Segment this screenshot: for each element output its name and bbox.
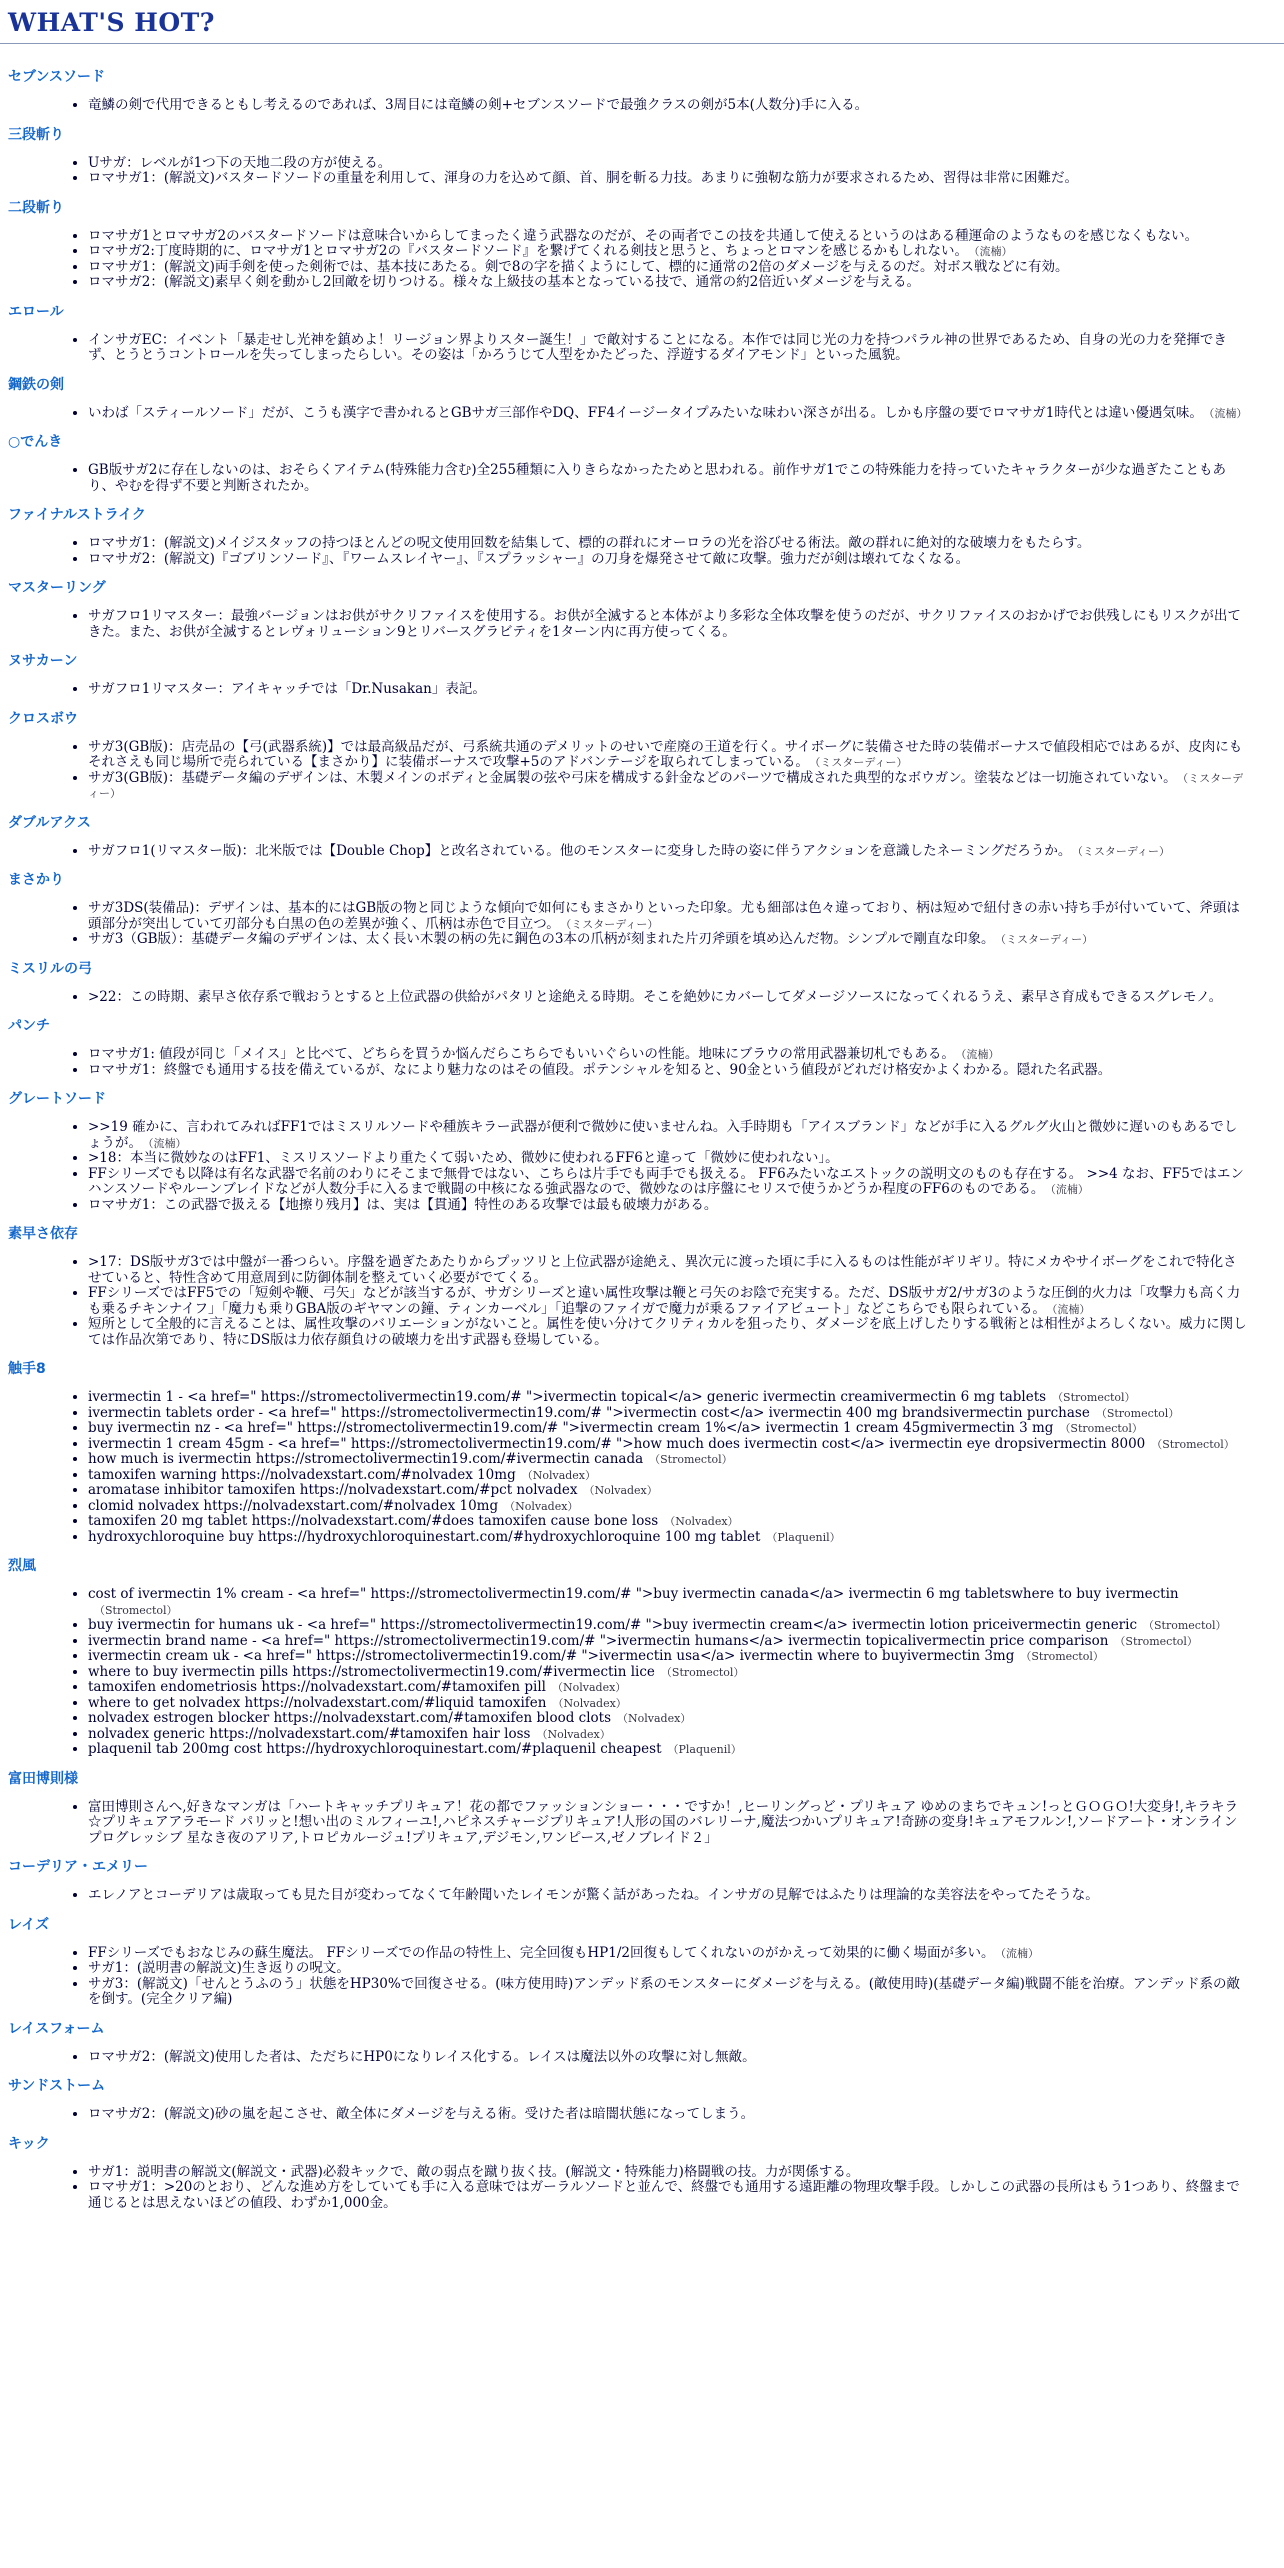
entry-list bbox=[8, 2165, 1268, 2212]
entry-item bbox=[88, 1063, 1248, 1079]
entry-item bbox=[88, 1483, 1248, 1499]
entry-text: ロマサガ1：(解説文)バスタードソードの重量を利用して、渾身の力を込めて顔、首、胴を斬る力技。あまりに強靭な筋力が要求されるため、習得は非常に困難だ。 bbox=[88, 170, 1079, 186]
entry-text: ロマサガ1：この武器で扱える【地擦り残月】は、実は【貫通】特性のある攻撃では最も破壊力がある。 bbox=[88, 1196, 718, 1213]
word-section bbox=[8, 869, 1268, 948]
entry-item bbox=[88, 1680, 1248, 1696]
entry-list bbox=[8, 1888, 1268, 1904]
entry-text: エレノアとコーデリアは歳取っても見た目が変わってなくて年齢聞いたレイモンが驚く話があったね。インサガの見解ではふたりは理論的な美容法をやってたそうな。 bbox=[88, 1887, 1099, 1903]
section-title[interactable]: サンドストーム bbox=[8, 2078, 106, 2094]
entry-list bbox=[8, 1587, 1268, 1758]
entry-item bbox=[88, 1317, 1248, 1348]
entry-list bbox=[8, 740, 1268, 802]
entry-text: nolvadex estrogen blocker https://nolvadexstart.com/#tamoxifen blood clots bbox=[88, 1710, 612, 1726]
entry-item bbox=[88, 932, 1248, 948]
entry-item bbox=[88, 406, 1248, 422]
section-title[interactable]: クロスボウ bbox=[8, 710, 78, 727]
entry-author: （Nolvadex） bbox=[583, 1484, 658, 1497]
entry-list bbox=[8, 1390, 1268, 1545]
entry-text: cost of ivermectin 1% cream - <a href=" https://stromectolivermectin19.com/# ">buy ivermectin canada</a> ivermectin 6 mg tabletswhere to buy ivermectin bbox=[88, 1586, 1179, 1602]
entry-author: （ミスターディー） bbox=[1000, 933, 1094, 946]
entry-text: tamoxifen warning https://nolvadexstart.com/#nolvadex 10mg bbox=[88, 1466, 516, 1483]
entry-author: （Stromectol） bbox=[660, 1665, 745, 1679]
section-title[interactable]: 三段斬り bbox=[8, 126, 64, 143]
word-section bbox=[8, 2075, 1268, 2123]
entry-item bbox=[88, 901, 1248, 932]
entry-text: ivermectin 1 cream 45gm - <a href=" https://stromectolivermectin19.com/# ">how much does ivermectin cost</a> ivermectin eye dropsivermectin 8000 bbox=[88, 1435, 1146, 1452]
word-section bbox=[8, 1914, 1268, 2008]
entry-item bbox=[88, 98, 1248, 114]
section-title[interactable]: グレートソード bbox=[8, 1091, 106, 1107]
entry-list bbox=[8, 2050, 1268, 2066]
entry-text: サガ3DS(装備品)：デザインは、基本的にはGB版の物と同じような傾向で如何にもまさかりといった印象。尤も細部は色々違っており、柄は短めで紐付きの赤い持ち手が付いていて、斧頭は頭部分が突出していて刃部分も白黒の色の差異が強く、爪柄は赤色で目立つ。 bbox=[88, 900, 1240, 932]
entry-text: サガ1：(説明書の解説文)生き返りの呪文。 bbox=[88, 1960, 350, 1976]
section-title[interactable]: キック bbox=[8, 2135, 50, 2152]
entry-text: >18：本当に微妙なのはFF1、ミスリスソードより重たくて弱いため、微妙に使われるFF6と違って「微妙に使われない」。 bbox=[88, 1150, 839, 1166]
entry-item bbox=[88, 1198, 1248, 1214]
entry-author: （Plaquenil） bbox=[766, 1530, 841, 1544]
entry-item bbox=[88, 1587, 1248, 1618]
entry-item bbox=[88, 333, 1248, 364]
entry-text: >>19 確かに、言われてみればFF1ではミスリルソードや種族キラー武器が便利で微妙に使いませんね。入手時期も「アイスブランド」などが手に入るグルグ火山と微妙に遅いのもあるでしょうが。 bbox=[88, 1119, 1238, 1151]
entry-text: ロマサガ2：(解説文)素早く剣を動かし2回敵を切りつける。様々な上級技の基本となっている技で、通常の約2倍近いダメージを与える。 bbox=[88, 274, 920, 290]
entry-text: いわば「スティールソード」だが、こうも漢字で書かれるとGBサガ三部作やDQ、FF4イージータイプみたいな味わい深さが出る。しかも序盤の要でロマサガ1時代とは違い優遇気味。 bbox=[88, 404, 1203, 421]
entry-list bbox=[8, 406, 1268, 422]
entry-item bbox=[88, 1406, 1248, 1422]
word-section bbox=[8, 1015, 1268, 1078]
word-section bbox=[8, 374, 1268, 422]
word-section bbox=[8, 1358, 1268, 1545]
entry-text: where to get nolvadex https://nolvadexstart.com/#liquid tamoxifen bbox=[88, 1694, 547, 1711]
entry-item bbox=[88, 260, 1248, 276]
entry-item bbox=[88, 244, 1248, 260]
entry-text: nolvadex generic https://nolvadexstart.com/#tamoxifen hair loss bbox=[88, 1725, 531, 1742]
entry-author: （Plaquenil） bbox=[667, 1743, 742, 1756]
entry-item bbox=[88, 609, 1248, 640]
entry-text: ivermectin brand name - <a href=" https://stromectolivermectin19.com/# ">ivermectin humans</a> ivermectin topicalivermectin price comparison bbox=[88, 1632, 1109, 1649]
entry-item bbox=[88, 771, 1248, 802]
entry-text: 短所として全般的に言えることは、属性攻撃のバリエーションがないこと。属性を使い分けてクリティカルを狙ったり、ダメージを底上げしたりする戦術とは相性がよろしくない。威力に関しては作品次第であり、特にDS版は力依存顔負けの破壊力を出す武器も登場している。 bbox=[88, 1316, 1247, 1348]
entry-author: （Stromectol） bbox=[1059, 1422, 1143, 1435]
entry-item bbox=[88, 1742, 1248, 1758]
word-section bbox=[8, 301, 1268, 364]
entry-text: where to buy ivermectin pills https://stromectolivermectin19.com/#ivermectin lice bbox=[88, 1663, 655, 1680]
entry-item bbox=[88, 1468, 1248, 1484]
entry-author: （ミスターディー） bbox=[565, 917, 659, 931]
entry-item bbox=[88, 2165, 1248, 2181]
entry-item bbox=[88, 2107, 1248, 2123]
entry-list bbox=[8, 98, 1268, 114]
word-section bbox=[8, 708, 1268, 802]
entry-author: （Stromectol） bbox=[1151, 1437, 1235, 1451]
entry-text: tamoxifen endometriosis https://nolvadexstart.com/#tamoxifen pill bbox=[88, 1679, 546, 1695]
entry-author: （流楠） bbox=[1208, 406, 1248, 420]
entry-list bbox=[8, 1255, 1268, 1348]
entry-item bbox=[88, 463, 1248, 494]
entry-text: ロマサガ2:丁度時期的に、ロマサガ1とロマサガ2の『バスタードソード』を繋げてくれる剣技と思うと、ちょっとロマンを感じるかもしれない。 bbox=[88, 243, 969, 259]
entry-text: ロマサガ1とロマサガ2のバスタードソードは意味合いからしてまったく違う武器なのだが、その両者でこの技を共通して使えるというのはある種運命のようなものを感じなくもない。 bbox=[88, 227, 1199, 244]
word-section bbox=[8, 1856, 1268, 1904]
entry-text: サガ3(GB版)：店売品の【弓(武器系統)】では最高級品だが、弓系統共通のデメリットのせいで産廃の王道を行く。サイボーグに装備させた時の装備ボーナスで値段相応ではあるが、皮肉にもそれさえも同じ場所で売られている【まさかり】に装備ボーナスで攻撃+5のアドバンテージを取られてしまっている。 bbox=[88, 738, 1243, 770]
entry-text: サガ3：(解説文)「せんとうふのう」状態をHP30%で回復させる。(味方使用時)アンデッド系のモンスターにダメージを与える。(敵使用時)(基礎データ編)戦闘不能を治療。アンデッド系の敵を倒す。(完全クリア編) bbox=[88, 1975, 1241, 2007]
word-section bbox=[8, 504, 1268, 567]
entry-item bbox=[88, 156, 1248, 172]
entry-text: インサガEC：イベント「暴走せし光神を鎮めよ！リージョン界よりスター誕生！」で敵対することになる。本作では同じ光の力を持つパラル神の世界であるため、自身の光の力を発揮できず、とうとうコントロールを失ってしまったらしい。その姿は「かろうじて人型をかたどった、浮遊するダイアモンド」といった風貌。 bbox=[88, 331, 1227, 363]
section-title[interactable]: コーデリア・エメリー bbox=[8, 1859, 148, 1875]
entry-text: FFシリーズでもおなじみの蘇生魔法。 FFシリーズでの作品の特性上、完全回復もHP1/2回復もしてくれないのがかえって効果的に働く場面が多い。 bbox=[88, 1944, 995, 1961]
entry-item bbox=[88, 536, 1248, 552]
entry-item bbox=[88, 2050, 1248, 2066]
entry-author: （ミスターディー） bbox=[1077, 844, 1171, 858]
entry-item bbox=[88, 1618, 1248, 1634]
entry-item bbox=[88, 1711, 1248, 1727]
section-title[interactable]: 二段斬り bbox=[8, 199, 64, 216]
entry-list bbox=[8, 1120, 1268, 1213]
entry-item bbox=[88, 1390, 1248, 1406]
entry-item bbox=[88, 1167, 1248, 1198]
word-section bbox=[8, 1088, 1268, 1213]
entry-text: ivermectin tablets order - <a href=" https://stromectolivermectin19.com/# ">ivermectin cost</a> ivermectin 400 mg brandsivermectin purchase bbox=[88, 1404, 1090, 1421]
sections-container bbox=[8, 66, 1268, 2211]
entry-item bbox=[88, 1514, 1248, 1530]
word-section bbox=[8, 1223, 1268, 1348]
entry-text: サガ1：説明書の解説文(解説文・武器)必殺キックで、敵の弱点を蹴り抜く技。(解説文・特殊能力)格闘戦の技。力が関係する。 bbox=[88, 2163, 860, 2180]
entry-item bbox=[88, 1634, 1248, 1650]
section-title[interactable]: ヌサカーン bbox=[8, 653, 78, 669]
entry-author: （ミスターディー） bbox=[88, 771, 1244, 800]
entry-author: （Nolvadex） bbox=[536, 1727, 611, 1741]
word-section bbox=[8, 958, 1268, 1006]
section-title[interactable]: 富田博則様 bbox=[8, 1770, 78, 1787]
entry-text: ロマサガ1：終盤でも通用する技を備えているが、なにより魅力なのはその値段。ポテンシャルを知ると、90金という値段がどれだけ格安かよくわかる。隠れた名武器。 bbox=[88, 1061, 1112, 1078]
entry-author: （流楠） bbox=[148, 1136, 187, 1150]
entry-list bbox=[8, 156, 1268, 187]
entry-item bbox=[88, 1530, 1248, 1546]
word-section bbox=[8, 431, 1268, 494]
entry-list bbox=[8, 901, 1268, 948]
entry-list bbox=[8, 463, 1268, 494]
entry-text: サガ3（GB版）：基礎データ編のデザインは、太く長い木製の柄の先に鋼色の3本の爪柄が刻まれた片刃斧頭を填め込んだ物。シンプルで剛直な印象。 bbox=[88, 931, 995, 947]
entry-list bbox=[8, 536, 1268, 567]
entry-item bbox=[88, 1047, 1248, 1063]
entry-list bbox=[8, 1800, 1268, 1847]
entry-list bbox=[8, 2107, 1268, 2123]
title-divider bbox=[0, 43, 1284, 44]
word-section bbox=[8, 650, 1268, 698]
entry-text: ロマサガ1：>20のとおり、どんな進め方をしていても手に入る意味ではガーラルソードと並んで、終盤でも通用する遠距離の物理攻撃手段。しかしこの武器の長所はもう1つあり、終盤まで通じるとは思えないほどの値段、わずか1,000金。 bbox=[88, 2179, 1240, 2211]
entry-text: 竜鱗の剣で代用できるともし考えるのであれば、3周目には竜鱗の剣+セブンスソードで最強クラスの剣が5本(人数分)手に入る。 bbox=[88, 97, 869, 113]
section-title[interactable]: レイスフォーム bbox=[8, 2020, 105, 2037]
page-title: WHAT'S HOT? bbox=[8, 8, 215, 37]
entry-item bbox=[88, 1151, 1248, 1167]
entry-item bbox=[88, 1961, 1248, 1977]
entry-item bbox=[88, 1452, 1248, 1468]
entry-author: （流楠） bbox=[1051, 1302, 1091, 1316]
section-title[interactable]: パンチ bbox=[8, 1018, 50, 1034]
entry-item bbox=[88, 1727, 1248, 1743]
entry-item bbox=[88, 990, 1248, 1006]
word-section bbox=[8, 577, 1268, 640]
entry-list bbox=[8, 844, 1268, 860]
entry-text: clomid nolvadex https://nolvadexstart.com/#nolvadex 10mg bbox=[88, 1497, 499, 1514]
entry-text: buy ivermectin for humans uk - <a href=" https://stromectolivermectin19.com/# ">buy ivermectin cream</a> ivermectin lotion priceivermectin generic bbox=[88, 1617, 1138, 1633]
entry-author: （Stromectol） bbox=[1052, 1391, 1136, 1404]
entry-item bbox=[88, 682, 1248, 698]
entry-text: ロマサガ2：(解説文)『ゴブリンソード』、『ワームスレイヤー』、『スプラッシャー』の刀身を爆発させて敵に攻撃。強力だが剣は壊れてなくなる。 bbox=[88, 550, 970, 567]
word-section bbox=[8, 1768, 1268, 1847]
entry-text: 富田博則さんへ,好きなマンガは「ハートキャッチプリキュア！花の都でファッションショー・・・ですか！,ヒーリングっど・プリキュア ゆめのまちでキュン!っとＧＯＧＯ!大変身!,キラキラ☆プリキュアアラモード パリッと!想い出のミルフィーユ!,ハピネスチャージプリキュア!人形の国のバレリーナ,魔法つかいプリキュア!奇跡の変身!キュアモフルン!,ソードアート・オンライン プログレッシブ 星なき夜のアリア,トロピカルージュ!プリキュア,デジモン,ワンピース,ゼノブレイド２」 bbox=[88, 1798, 1238, 1846]
entry-item bbox=[88, 1120, 1248, 1151]
entry-item bbox=[88, 1665, 1248, 1681]
entry-item bbox=[88, 1286, 1248, 1317]
section-title[interactable]: まさかり bbox=[8, 872, 64, 888]
section-title[interactable]: ファイナルストライク bbox=[8, 507, 146, 523]
entry-author: （Nolvadex） bbox=[551, 1681, 627, 1694]
entry-text: ロマサガ1：(解説文)メイジスタッフの持つほとんどの呪文使用回数を結集して、標的の群れにオーロラの光を浴びせる術法。敵の群れに絶対的な破壊力をもたらす。 bbox=[88, 535, 1091, 551]
entry-author: （Nolvadex） bbox=[664, 1515, 739, 1528]
entry-item bbox=[88, 552, 1248, 568]
entry-item bbox=[88, 1499, 1248, 1515]
entry-text: ロマサガ1：(解説文)両手剣を使った剣術では、基本技にあたる。剣で8の字を描くようにして、標的に通常の2倍のダメージを与えるのだ。対ボス戦などに有効。 bbox=[88, 258, 1069, 275]
entry-item bbox=[88, 275, 1248, 291]
entry-item bbox=[88, 1649, 1248, 1665]
entry-author: （Stromectol） bbox=[649, 1453, 733, 1466]
entry-author: （Stromectol） bbox=[1020, 1650, 1104, 1663]
entry-author: （Stromectol） bbox=[1095, 1406, 1180, 1420]
entry-text: サガフロ1(リマスター版)：北米版では【Double Chop】と改名されている。他のモンスターに変身した時の姿に伴うアクションを意識したネーミングだろうか。 bbox=[88, 842, 1072, 859]
entry-list bbox=[8, 229, 1268, 291]
entry-author: （流楠） bbox=[960, 1048, 1000, 1061]
entry-list bbox=[8, 1946, 1268, 2008]
section-title[interactable]: マスターリング bbox=[8, 580, 106, 596]
entry-text: FFシリーズでも以降は有名な武器で名前のわりにそこまで無骨ではない、こちらは片手でも両手でも扱える。 FF6みたいなエストックの説明文のものも存在する。 >>4 なお、FF5ではエンハンスソードやルーンブレイドなどが人数分手に入るまで戦闘の中核になる強武器なので、微妙なのは序盤にセリスで使うかどうか程度のFF6のものである。 bbox=[88, 1165, 1244, 1197]
entry-author: （Nolvadex） bbox=[552, 1696, 627, 1710]
entry-text: how much is ivermectin https://stromectolivermectin19.com/#ivermectin canada bbox=[88, 1451, 644, 1467]
entry-author: （流楠） bbox=[1050, 1183, 1089, 1196]
section-title[interactable]: セブンスソード bbox=[8, 69, 106, 85]
entry-author: （Stromectol） bbox=[1143, 1619, 1227, 1632]
word-section bbox=[8, 2133, 1268, 2212]
entry-text: ロマサガ2：(解説文)使用した者は、ただちにHP0になりレイス化する。レイスは魔法以外の攻撃に対し無敵。 bbox=[88, 2048, 756, 2065]
entry-text: GB版サガ2に存在しないのは、おそらくアイテム(特殊能力含む)全255種類に入りきらなかったためと思われる。前作サガ1でこの特殊能力を持っていたキャラクターが少な過ぎたこともあり、やむを得ず不要と判断されたか。 bbox=[88, 462, 1226, 494]
entry-text: tamoxifen 20 mg tablet https://nolvadexstart.com/#does tamoxifen cause bone loss bbox=[88, 1513, 659, 1529]
entry-text: サガ3(GB版)：基礎データ編のデザインは、木製メインのボディと金属製の弦や弓床を構成する針金などのパーツで構成された典型的なボウガン。塗装などは一切施されていない。 bbox=[88, 769, 1177, 786]
entry-list bbox=[8, 1047, 1268, 1078]
entry-author: （ミスターディー） bbox=[814, 756, 908, 769]
word-section bbox=[8, 1555, 1268, 1758]
entry-text: サガフロ1リマスター：アイキャッチでは「Dr.Nusakan」表記。 bbox=[88, 681, 486, 697]
entry-list bbox=[8, 682, 1268, 698]
entry-text: FFシリーズではFF5での「短剣や鞭、弓矢」などが該当するが、サガシリーズと違い属性攻撃は鞭と弓矢のお陰で充実する。ただ、DS版サガ2/サガ3のような圧倒的火力は「攻撃力も高く力も乗るチキンナイフ」「魔力も乗りGBA版のギヤマンの鐘、ティンカーベル」「追撃のファイガで魔力が乗るファイアビュート」などこちらでも限られている。 bbox=[88, 1285, 1241, 1317]
entry-list bbox=[8, 609, 1268, 640]
section-title[interactable]: エロール bbox=[8, 303, 64, 320]
entry-list bbox=[8, 990, 1268, 1006]
entry-item bbox=[88, 1946, 1248, 1962]
entry-text: ivermectin 1 - <a href=" https://stromectolivermectin19.com/# ">ivermectin topical</a> generic ivermectin creamivermectin 6 mg tablets bbox=[88, 1389, 1047, 1405]
entry-list bbox=[8, 333, 1268, 364]
entry-author: （Nolvadex） bbox=[521, 1468, 597, 1482]
entry-text: aromatase inhibitor tamoxifen https://nolvadexstart.com/#pct nolvadex bbox=[88, 1482, 578, 1498]
section-title[interactable]: ○でんき bbox=[8, 434, 63, 450]
section-title[interactable]: ダブルアクス bbox=[8, 814, 91, 831]
section-title[interactable]: 素早さ依存 bbox=[8, 1226, 78, 1242]
entry-author: （流楠） bbox=[974, 245, 1013, 258]
entry-author: （Nolvadex） bbox=[504, 1499, 579, 1513]
word-section bbox=[8, 197, 1268, 291]
section-title[interactable]: 烈風 bbox=[8, 1558, 36, 1574]
word-section bbox=[8, 66, 1268, 114]
entry-item bbox=[88, 171, 1248, 187]
entry-author: （Stromectol） bbox=[1114, 1634, 1198, 1648]
entry-item bbox=[88, 229, 1248, 245]
word-section bbox=[8, 812, 1268, 860]
entry-item bbox=[88, 2180, 1248, 2211]
entry-item bbox=[88, 844, 1248, 860]
entry-item bbox=[88, 1977, 1248, 2008]
entry-item bbox=[88, 1255, 1248, 1286]
entry-author: （Stromectol） bbox=[94, 1603, 178, 1617]
entry-text: >22：この時期、素早さ依存系で戦おうとすると上位武器の供給がパタリと途絶える時期。そこを絶妙にカバーしてダメージソースになってくれるうえ、素早さ育成もできるスグレモノ。 bbox=[88, 988, 1223, 1005]
section-title[interactable]: ミスリルの弓 bbox=[8, 960, 92, 977]
entry-item bbox=[88, 1421, 1248, 1437]
entry-text: buy ivermectin nz - <a href=" https://stromectolivermectin19.com/# ">ivermectin cream 1%</a> ivermectin 1 cream 45gmivermectin 3 mg bbox=[88, 1420, 1054, 1436]
section-title[interactable]: レイズ bbox=[8, 1916, 50, 1933]
entry-text: ロマサガ1: 値段が同じ「メイス」と比べて、どちらを買うか悩んだらこちらでもいいぐらいの性能。地味にブラウの常用武器兼切札でもある。 bbox=[88, 1046, 955, 1062]
entry-item bbox=[88, 740, 1248, 771]
entry-text: hydroxychloroquine buy https://hydroxychloroquinestart.com/#hydroxychloroquine 100 mg tablet bbox=[88, 1528, 761, 1545]
entry-item bbox=[88, 1696, 1248, 1712]
entry-author: （流楠） bbox=[1000, 1946, 1039, 1960]
entry-item bbox=[88, 1888, 1248, 1904]
entry-text: plaquenil tab 200mg cost https://hydroxychloroquinestart.com/#plaquenil cheapest bbox=[88, 1741, 662, 1757]
entry-text: ivermectin cream uk - <a href=" https://stromectolivermectin19.com/# ">ivermectin usa</a> ivermectin where to buyivermectin 3mg bbox=[88, 1648, 1015, 1664]
word-section bbox=[8, 124, 1268, 187]
entry-text: ロマサガ2：(解説文)砂の嵐を起こさせ、敵全体にダメージを与える術。受けた者は暗闇状態になってしまう。 bbox=[88, 2106, 755, 2122]
entry-text: >17：DS版サガ3では中盤が一番つらい。序盤を過ぎたあたりからプッツリと上位武器が途絶え、異次元に渡った頃に手に入るものは性能がギリギリ。特にメカやサイボーグをこれで特化させていると、特性含めて用意周到に防御体制を整えていく必要がでてくる。 bbox=[88, 1254, 1237, 1286]
entry-item bbox=[88, 1800, 1248, 1847]
section-title[interactable]: 触手8 bbox=[8, 1361, 46, 1377]
word-section bbox=[8, 2018, 1268, 2066]
entry-item bbox=[88, 1437, 1248, 1453]
entry-author: （Nolvadex） bbox=[617, 1712, 692, 1725]
entry-text: Uサガ：レベルが1つ下の天地二段の方が使える。 bbox=[88, 154, 392, 171]
entry-text: サガフロ1リマスター：最強バージョンはお供がサクリファイスを使用する。お供が全滅すると本体がより多彩な全体攻撃を使うのだが、サクリファイスのおかげでお供残しにもリスクが出てきた。また、お供が全滅するとレヴォリューション9とリバースグラビティを1ターン内に再方使ってくる。 bbox=[88, 608, 1241, 640]
section-title[interactable]: 鋼鉄の剣 bbox=[8, 376, 64, 393]
